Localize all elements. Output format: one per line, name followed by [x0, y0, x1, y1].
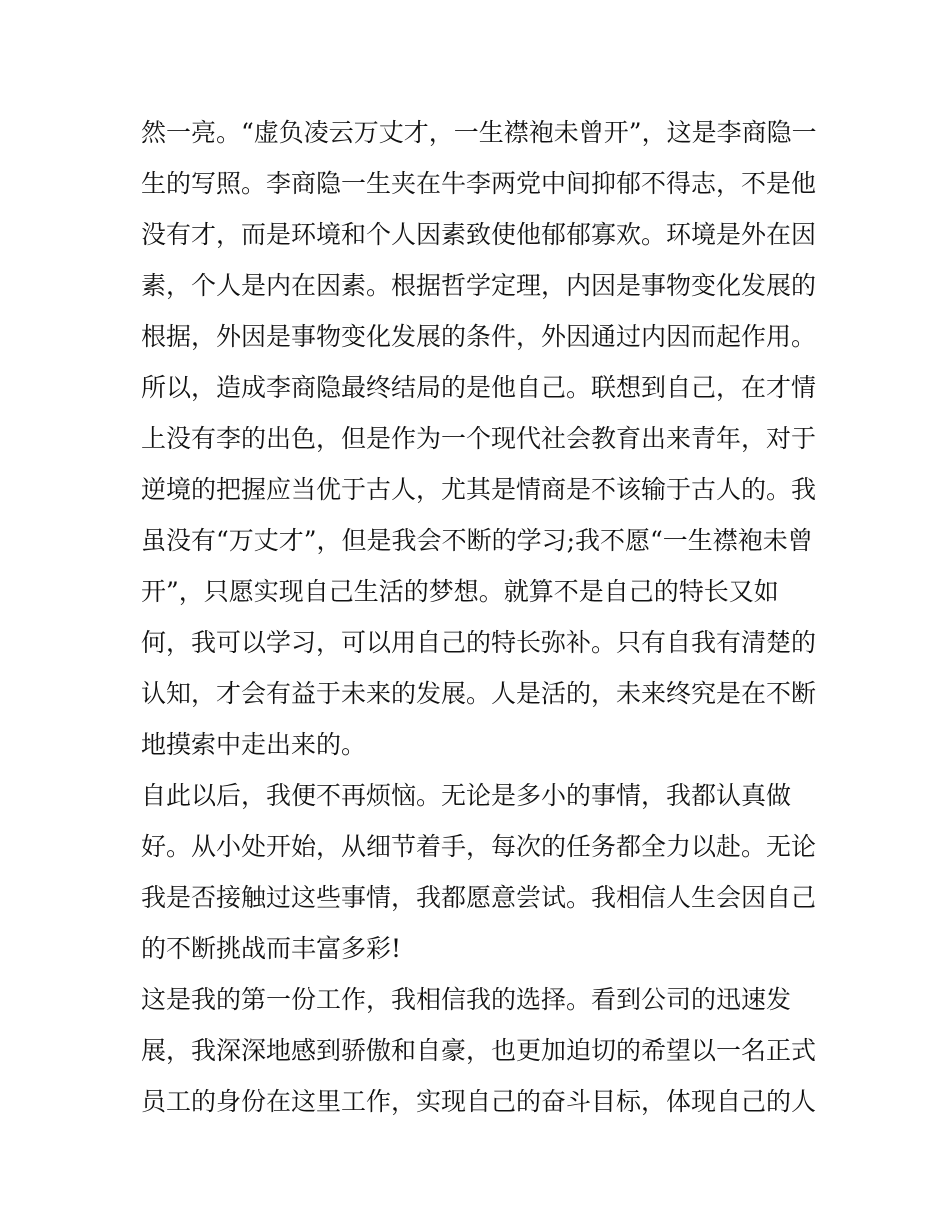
text-line: 员工的身份在这里工作，实现自己的奋斗目标，体现自己的人: [141, 1087, 817, 1116]
text-line: 虽没有“万丈才”，但是我会不断的学习;我不愿“一生襟袍未曾: [141, 526, 813, 555]
text-line: 自此以后，我便不再烦恼。无论是多小的事情，我都认真做: [141, 781, 792, 810]
text-line: 开”，只愿实现自己生活的梦想。就算不是自己的特长又如: [141, 577, 779, 606]
text-line: 展，我深深地感到骄傲和自豪，也更加迫切的希望以一名正式: [141, 1036, 817, 1065]
text-line: 何，我可以学习，可以用自己的特长弥补。只有自我有清楚的: [141, 628, 817, 657]
text-line: 认知，才会有益于未来的发展。人是活的，未来终究是在不断: [141, 679, 817, 708]
text-line: 素，个人是内在因素。根据哲学定理，内因是事物变化发展的: [141, 271, 817, 300]
text-line: 根据，外因是事物变化发展的条件，外因通过内因而起作用。: [141, 322, 817, 351]
text-line: 生的写照。李商隐一生夹在牛李两党中间抑郁不得志，不是他: [141, 169, 817, 198]
text-line: 上没有李的出色，但是作为一个现代社会教育出来青年，对于: [141, 424, 817, 453]
text-line: 的不断挑战而丰富多彩!: [141, 934, 402, 963]
text-line: 没有才，而是环境和个人因素致使他郁郁寡欢。环境是外在因: [141, 220, 817, 249]
text-line: 地摸索中走出来的。: [141, 730, 367, 759]
text-line: 逆境的把握应当优于古人，尤其是情商是不该输于古人的。我: [141, 475, 817, 504]
text-line: 好。从小处开始，从细节着手，每次的任务都全力以赴。无论: [141, 832, 817, 861]
text-line: 这是我的第一份工作，我相信我的选择。看到公司的迅速发: [141, 985, 792, 1014]
text-line: 然一亮。“虚负凌云万丈才，一生襟袍未曾开”，这是李商隐一: [141, 118, 817, 147]
text-line: 我是否接触过这些事情，我都愿意尝试。我相信人生会因自己: [141, 883, 817, 912]
text-line: 所以，造成李商隐最终结局的是他自己。联想到自己，在才情: [141, 373, 817, 402]
body-text: [141, 107, 816, 1127]
